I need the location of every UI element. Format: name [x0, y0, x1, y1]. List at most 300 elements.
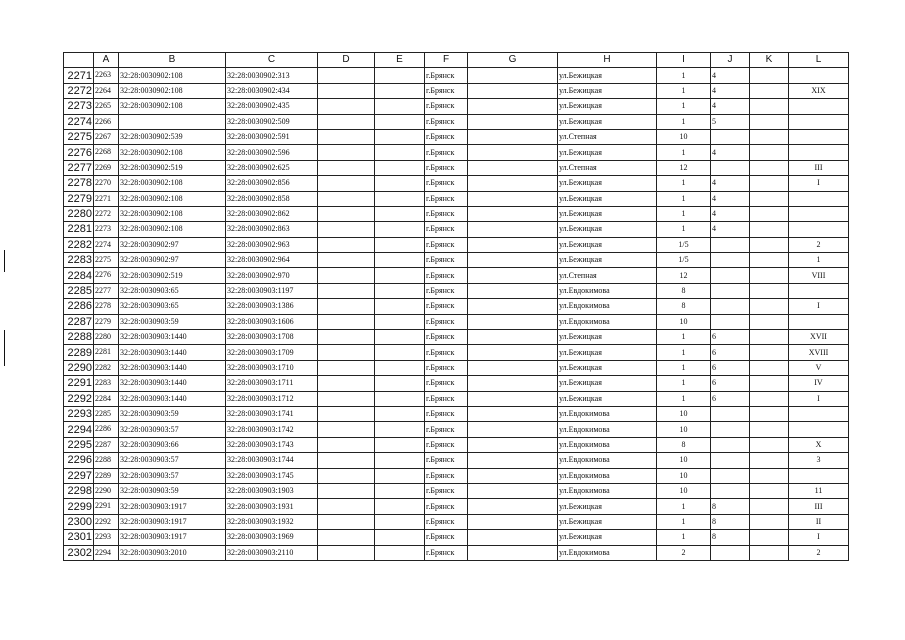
cell-g[interactable] [468, 330, 558, 345]
cell-j[interactable]: 4 [711, 68, 750, 83]
cell-b[interactable]: 32:28:0030903:65 [119, 283, 226, 298]
cell-j[interactable] [711, 422, 750, 437]
cell-c[interactable]: 32:28:0030903:1712 [226, 391, 318, 406]
cell-h[interactable]: ул.Бежицкая [558, 114, 657, 129]
cell-b[interactable]: 32:28:0030903:1440 [119, 391, 226, 406]
cell-j[interactable]: 8 [711, 514, 750, 529]
cell-f[interactable]: г.Брянск [425, 68, 468, 83]
cell-g[interactable] [468, 114, 558, 129]
cell-k[interactable] [750, 68, 789, 83]
cell-b[interactable]: 32:28:0030902:97 [119, 253, 226, 268]
cell-i[interactable]: 10 [657, 314, 711, 329]
cell-c[interactable]: 32:28:0030903:1197 [226, 283, 318, 298]
cell-h[interactable]: ул.Бежицкая [558, 499, 657, 514]
cell-e[interactable] [375, 437, 425, 452]
row-number[interactable]: 2290 [64, 360, 94, 375]
cell-f[interactable]: г.Брянск [425, 530, 468, 545]
cell-e[interactable] [375, 283, 425, 298]
cell-j[interactable]: 6 [711, 360, 750, 375]
cell-f[interactable]: г.Брянск [425, 453, 468, 468]
cell-h[interactable]: ул.Бежицкая [558, 530, 657, 545]
row-number[interactable]: 2280 [64, 206, 94, 221]
cell-d[interactable] [318, 468, 375, 483]
cell-h[interactable]: ул.Евдокимова [558, 406, 657, 421]
cell-c[interactable]: 32:28:0030903:1743 [226, 437, 318, 452]
cell-j[interactable] [711, 545, 750, 560]
cell-l[interactable]: V [789, 360, 849, 375]
cell-b[interactable]: 32:28:0030902:108 [119, 191, 226, 206]
cell-f[interactable]: г.Брянск [425, 468, 468, 483]
cell-j[interactable] [711, 483, 750, 498]
cell-i[interactable]: 8 [657, 283, 711, 298]
cell-d[interactable] [318, 191, 375, 206]
cell-d[interactable] [318, 129, 375, 144]
row-number[interactable]: 2295 [64, 437, 94, 452]
column-header-b[interactable]: B [119, 53, 226, 68]
row-number[interactable]: 2275 [64, 129, 94, 144]
cell-k[interactable] [750, 468, 789, 483]
cell-d[interactable] [318, 68, 375, 83]
cell-l[interactable] [789, 99, 849, 114]
cell-c[interactable]: 32:28:0030902:964 [226, 253, 318, 268]
cell-h[interactable]: ул.Бежицкая [558, 222, 657, 237]
cell-d[interactable] [318, 176, 375, 191]
cell-a[interactable]: 2284 [94, 391, 119, 406]
cell-f[interactable]: г.Брянск [425, 129, 468, 144]
cell-j[interactable] [711, 437, 750, 452]
cell-h[interactable]: ул.Евдокимова [558, 437, 657, 452]
cell-f[interactable]: г.Брянск [425, 376, 468, 391]
cell-f[interactable]: г.Брянск [425, 406, 468, 421]
cell-i[interactable]: 10 [657, 129, 711, 144]
cell-g[interactable] [468, 299, 558, 314]
cell-l[interactable]: 1 [789, 253, 849, 268]
cell-k[interactable] [750, 283, 789, 298]
cell-d[interactable] [318, 345, 375, 360]
cell-h[interactable]: ул.Бежицкая [558, 176, 657, 191]
cell-b[interactable]: 32:28:0030903:1917 [119, 499, 226, 514]
row-number[interactable]: 2282 [64, 237, 94, 252]
cell-g[interactable] [468, 499, 558, 514]
cell-i[interactable]: 1/5 [657, 253, 711, 268]
cell-l[interactable]: 2 [789, 237, 849, 252]
cell-l[interactable]: 11 [789, 483, 849, 498]
cell-k[interactable] [750, 222, 789, 237]
cell-c[interactable]: 32:28:0030902:435 [226, 99, 318, 114]
cell-d[interactable] [318, 160, 375, 175]
cell-c[interactable]: 32:28:0030902:596 [226, 145, 318, 160]
cell-h[interactable]: ул.Степная [558, 268, 657, 283]
cell-a[interactable]: 2276 [94, 268, 119, 283]
cell-b[interactable]: 32:28:0030903:57 [119, 468, 226, 483]
cell-b[interactable]: 32:28:0030902:108 [119, 83, 226, 98]
row-number[interactable]: 2279 [64, 191, 94, 206]
cell-k[interactable] [750, 545, 789, 560]
row-number[interactable]: 2293 [64, 406, 94, 421]
cell-e[interactable] [375, 299, 425, 314]
cell-h[interactable]: ул.Бежицкая [558, 145, 657, 160]
cell-k[interactable] [750, 145, 789, 160]
cell-l[interactable] [789, 406, 849, 421]
cell-e[interactable] [375, 206, 425, 221]
cell-b[interactable]: 32:28:0030902:108 [119, 206, 226, 221]
row-number[interactable]: 2299 [64, 499, 94, 514]
cell-k[interactable] [750, 191, 789, 206]
cell-d[interactable] [318, 253, 375, 268]
cell-b[interactable]: 32:28:0030903:1917 [119, 514, 226, 529]
cell-d[interactable] [318, 360, 375, 375]
cell-f[interactable]: г.Брянск [425, 237, 468, 252]
column-header-e[interactable]: E [375, 53, 425, 68]
cell-i[interactable]: 12 [657, 268, 711, 283]
cell-k[interactable] [750, 160, 789, 175]
column-header-l[interactable]: L [789, 53, 849, 68]
cell-i[interactable]: 8 [657, 437, 711, 452]
cell-k[interactable] [750, 83, 789, 98]
cell-d[interactable] [318, 499, 375, 514]
cell-h[interactable]: ул.Бежицкая [558, 206, 657, 221]
cell-f[interactable]: г.Брянск [425, 499, 468, 514]
cell-f[interactable]: г.Брянск [425, 422, 468, 437]
cell-f[interactable]: г.Брянск [425, 206, 468, 221]
cell-g[interactable] [468, 483, 558, 498]
cell-c[interactable]: 32:28:0030903:1710 [226, 360, 318, 375]
column-header-k[interactable]: K [750, 53, 789, 68]
cell-g[interactable] [468, 468, 558, 483]
cell-b[interactable]: 32:28:0030902:519 [119, 268, 226, 283]
row-number[interactable]: 2276 [64, 145, 94, 160]
cell-l[interactable]: 2 [789, 545, 849, 560]
column-header-g[interactable]: G [468, 53, 558, 68]
cell-k[interactable] [750, 422, 789, 437]
column-header-c[interactable]: C [226, 53, 318, 68]
cell-d[interactable] [318, 145, 375, 160]
cell-i[interactable]: 1 [657, 206, 711, 221]
cell-i[interactable]: 2 [657, 545, 711, 560]
cell-c[interactable]: 32:28:0030903:1932 [226, 514, 318, 529]
cell-e[interactable] [375, 129, 425, 144]
cell-d[interactable] [318, 453, 375, 468]
cell-g[interactable] [468, 422, 558, 437]
cell-g[interactable] [468, 268, 558, 283]
cell-j[interactable]: 4 [711, 222, 750, 237]
cell-b[interactable]: 32:28:0030903:57 [119, 453, 226, 468]
cell-h[interactable]: ул.Бежицкая [558, 391, 657, 406]
column-header-j[interactable]: J [711, 53, 750, 68]
cell-j[interactable] [711, 237, 750, 252]
cell-k[interactable] [750, 114, 789, 129]
cell-j[interactable]: 8 [711, 530, 750, 545]
cell-e[interactable] [375, 530, 425, 545]
cell-c[interactable]: 32:28:0030903:1386 [226, 299, 318, 314]
cell-e[interactable] [375, 237, 425, 252]
cell-f[interactable]: г.Брянск [425, 145, 468, 160]
cell-a[interactable]: 2274 [94, 237, 119, 252]
cell-j[interactable]: 4 [711, 191, 750, 206]
cell-e[interactable] [375, 345, 425, 360]
cell-k[interactable] [750, 129, 789, 144]
cell-f[interactable]: г.Брянск [425, 360, 468, 375]
cell-e[interactable] [375, 376, 425, 391]
cell-g[interactable] [468, 160, 558, 175]
cell-h[interactable]: ул.Евдокимова [558, 468, 657, 483]
cell-c[interactable]: 32:28:0030903:1711 [226, 376, 318, 391]
cell-f[interactable]: г.Брянск [425, 514, 468, 529]
cell-i[interactable]: 1 [657, 391, 711, 406]
cell-h[interactable]: ул.Степная [558, 160, 657, 175]
cell-c[interactable]: 32:28:0030902:858 [226, 191, 318, 206]
cell-d[interactable] [318, 514, 375, 529]
row-number[interactable]: 2300 [64, 514, 94, 529]
cell-a[interactable]: 2265 [94, 99, 119, 114]
cell-h[interactable]: ул.Бежицкая [558, 83, 657, 98]
cell-k[interactable] [750, 237, 789, 252]
row-number[interactable]: 2294 [64, 422, 94, 437]
cell-e[interactable] [375, 253, 425, 268]
cell-l[interactable] [789, 145, 849, 160]
cell-f[interactable]: г.Брянск [425, 253, 468, 268]
cell-g[interactable] [468, 545, 558, 560]
cell-k[interactable] [750, 437, 789, 452]
cell-d[interactable] [318, 83, 375, 98]
cell-j[interactable]: 6 [711, 345, 750, 360]
cell-k[interactable] [750, 253, 789, 268]
cell-g[interactable] [468, 129, 558, 144]
cell-g[interactable] [468, 406, 558, 421]
cell-k[interactable] [750, 330, 789, 345]
cell-j[interactable] [711, 283, 750, 298]
cell-b[interactable]: 32:28:0030903:65 [119, 299, 226, 314]
cell-a[interactable]: 2279 [94, 314, 119, 329]
cell-d[interactable] [318, 437, 375, 452]
cell-d[interactable] [318, 283, 375, 298]
cell-e[interactable] [375, 99, 425, 114]
cell-b[interactable]: 32:28:0030903:1917 [119, 530, 226, 545]
cell-i[interactable]: 10 [657, 468, 711, 483]
cell-h[interactable]: ул.Бежицкая [558, 514, 657, 529]
cell-k[interactable] [750, 530, 789, 545]
row-number[interactable]: 2292 [64, 391, 94, 406]
cell-l[interactable] [789, 468, 849, 483]
cell-j[interactable] [711, 453, 750, 468]
cell-j[interactable] [711, 314, 750, 329]
cell-a[interactable]: 2285 [94, 406, 119, 421]
cell-c[interactable]: 32:28:0030903:1744 [226, 453, 318, 468]
cell-c[interactable]: 32:28:0030902:863 [226, 222, 318, 237]
cell-f[interactable]: г.Брянск [425, 330, 468, 345]
row-number[interactable]: 2278 [64, 176, 94, 191]
cell-b[interactable]: 32:28:0030902:108 [119, 222, 226, 237]
cell-l[interactable]: I [789, 299, 849, 314]
cell-l[interactable]: X [789, 437, 849, 452]
cell-e[interactable] [375, 406, 425, 421]
cell-b[interactable]: 32:28:0030903:59 [119, 406, 226, 421]
cell-a[interactable]: 2269 [94, 160, 119, 175]
cell-b[interactable] [119, 114, 226, 129]
cell-b[interactable]: 32:28:0030903:66 [119, 437, 226, 452]
cell-g[interactable] [468, 530, 558, 545]
cell-j[interactable]: 5 [711, 114, 750, 129]
cell-i[interactable]: 1 [657, 222, 711, 237]
cell-e[interactable] [375, 360, 425, 375]
cell-f[interactable]: г.Брянск [425, 268, 468, 283]
cell-l[interactable]: IV [789, 376, 849, 391]
cell-b[interactable]: 32:28:0030902:519 [119, 160, 226, 175]
row-number[interactable]: 2297 [64, 468, 94, 483]
cell-h[interactable]: ул.Бежицкая [558, 68, 657, 83]
cell-e[interactable] [375, 545, 425, 560]
cell-c[interactable]: 32:28:0030902:963 [226, 237, 318, 252]
row-number[interactable]: 2284 [64, 268, 94, 283]
cell-b[interactable]: 32:28:0030903:1440 [119, 345, 226, 360]
cell-f[interactable]: г.Брянск [425, 483, 468, 498]
cell-e[interactable] [375, 483, 425, 498]
cell-j[interactable] [711, 406, 750, 421]
cell-b[interactable]: 32:28:0030903:57 [119, 422, 226, 437]
cell-a[interactable]: 2293 [94, 530, 119, 545]
cell-e[interactable] [375, 160, 425, 175]
cell-k[interactable] [750, 268, 789, 283]
cell-a[interactable]: 2290 [94, 483, 119, 498]
cell-c[interactable]: 32:28:0030903:1708 [226, 330, 318, 345]
cell-g[interactable] [468, 360, 558, 375]
cell-g[interactable] [468, 222, 558, 237]
cell-c[interactable]: 32:28:0030903:2110 [226, 545, 318, 560]
cell-c[interactable]: 32:28:0030902:856 [226, 176, 318, 191]
cell-i[interactable]: 10 [657, 406, 711, 421]
cell-d[interactable] [318, 114, 375, 129]
cell-c[interactable]: 32:28:0030903:1606 [226, 314, 318, 329]
cell-f[interactable]: г.Брянск [425, 391, 468, 406]
cell-h[interactable]: ул.Степная [558, 129, 657, 144]
cell-k[interactable] [750, 345, 789, 360]
row-number[interactable]: 2285 [64, 283, 94, 298]
cell-a[interactable]: 2280 [94, 330, 119, 345]
cell-a[interactable]: 2277 [94, 283, 119, 298]
cell-c[interactable]: 32:28:0030903:1741 [226, 406, 318, 421]
column-header-d[interactable]: D [318, 53, 375, 68]
cell-i[interactable]: 10 [657, 422, 711, 437]
cell-a[interactable]: 2286 [94, 422, 119, 437]
cell-a[interactable]: 2270 [94, 176, 119, 191]
cell-k[interactable] [750, 314, 789, 329]
cell-g[interactable] [468, 206, 558, 221]
cell-f[interactable]: г.Брянск [425, 222, 468, 237]
cell-c[interactable]: 32:28:0030902:970 [226, 268, 318, 283]
cell-l[interactable]: I [789, 530, 849, 545]
cell-a[interactable]: 2291 [94, 499, 119, 514]
cell-j[interactable]: 6 [711, 376, 750, 391]
cell-f[interactable]: г.Брянск [425, 437, 468, 452]
cell-b[interactable]: 32:28:0030902:108 [119, 68, 226, 83]
row-number[interactable]: 2273 [64, 99, 94, 114]
cell-b[interactable]: 32:28:0030902:108 [119, 99, 226, 114]
cell-l[interactable] [789, 114, 849, 129]
cell-a[interactable]: 2266 [94, 114, 119, 129]
cell-l[interactable] [789, 283, 849, 298]
cell-c[interactable]: 32:28:0030903:1709 [226, 345, 318, 360]
cell-l[interactable] [789, 422, 849, 437]
cell-a[interactable]: 2268 [94, 145, 119, 160]
cell-f[interactable]: г.Брянск [425, 160, 468, 175]
cell-j[interactable] [711, 160, 750, 175]
cell-e[interactable] [375, 176, 425, 191]
cell-h[interactable]: ул.Бежицкая [558, 99, 657, 114]
cell-e[interactable] [375, 391, 425, 406]
cell-g[interactable] [468, 99, 558, 114]
cell-d[interactable] [318, 422, 375, 437]
cell-e[interactable] [375, 222, 425, 237]
cell-i[interactable]: 1 [657, 330, 711, 345]
cell-h[interactable]: ул.Бежицкая [558, 253, 657, 268]
cell-c[interactable]: 32:28:0030903:1969 [226, 530, 318, 545]
cell-l[interactable]: XVIII [789, 345, 849, 360]
cell-k[interactable] [750, 391, 789, 406]
cell-d[interactable] [318, 545, 375, 560]
cell-c[interactable]: 32:28:0030902:434 [226, 83, 318, 98]
cell-a[interactable]: 2288 [94, 453, 119, 468]
row-number[interactable]: 2286 [64, 299, 94, 314]
cell-h[interactable]: ул.Евдокимова [558, 283, 657, 298]
cell-i[interactable]: 1 [657, 145, 711, 160]
cell-e[interactable] [375, 145, 425, 160]
cell-f[interactable]: г.Брянск [425, 99, 468, 114]
cell-d[interactable] [318, 330, 375, 345]
cell-e[interactable] [375, 68, 425, 83]
row-number[interactable]: 2274 [64, 114, 94, 129]
cell-f[interactable]: г.Брянск [425, 176, 468, 191]
cell-e[interactable] [375, 468, 425, 483]
cell-c[interactable]: 32:28:0030903:1742 [226, 422, 318, 437]
cell-e[interactable] [375, 330, 425, 345]
cell-d[interactable] [318, 391, 375, 406]
row-number[interactable]: 2302 [64, 545, 94, 560]
cell-b[interactable]: 32:28:0030902:108 [119, 176, 226, 191]
row-number[interactable]: 2271 [64, 68, 94, 83]
cell-c[interactable]: 32:28:0030902:591 [226, 129, 318, 144]
cell-c[interactable]: 32:28:0030902:862 [226, 206, 318, 221]
cell-l[interactable] [789, 222, 849, 237]
cell-e[interactable] [375, 191, 425, 206]
cell-i[interactable]: 1 [657, 83, 711, 98]
cell-j[interactable]: 4 [711, 99, 750, 114]
cell-c[interactable]: 32:28:0030903:1745 [226, 468, 318, 483]
cell-l[interactable] [789, 129, 849, 144]
cell-a[interactable]: 2275 [94, 253, 119, 268]
cell-a[interactable]: 2278 [94, 299, 119, 314]
row-number[interactable]: 2298 [64, 483, 94, 498]
cell-d[interactable] [318, 314, 375, 329]
cell-g[interactable] [468, 145, 558, 160]
cell-a[interactable]: 2273 [94, 222, 119, 237]
cell-c[interactable]: 32:28:0030902:313 [226, 68, 318, 83]
cell-d[interactable] [318, 406, 375, 421]
cell-k[interactable] [750, 499, 789, 514]
cell-a[interactable]: 2283 [94, 376, 119, 391]
cell-a[interactable]: 2294 [94, 545, 119, 560]
cell-h[interactable]: ул.Бежицкая [558, 360, 657, 375]
cell-d[interactable] [318, 222, 375, 237]
cell-l[interactable] [789, 206, 849, 221]
cell-l[interactable]: VIII [789, 268, 849, 283]
cell-i[interactable]: 12 [657, 160, 711, 175]
cell-k[interactable] [750, 514, 789, 529]
cell-i[interactable]: 1 [657, 99, 711, 114]
cell-j[interactable] [711, 268, 750, 283]
cell-h[interactable]: ул.Евдокимова [558, 422, 657, 437]
cell-e[interactable] [375, 83, 425, 98]
row-number[interactable]: 2296 [64, 453, 94, 468]
